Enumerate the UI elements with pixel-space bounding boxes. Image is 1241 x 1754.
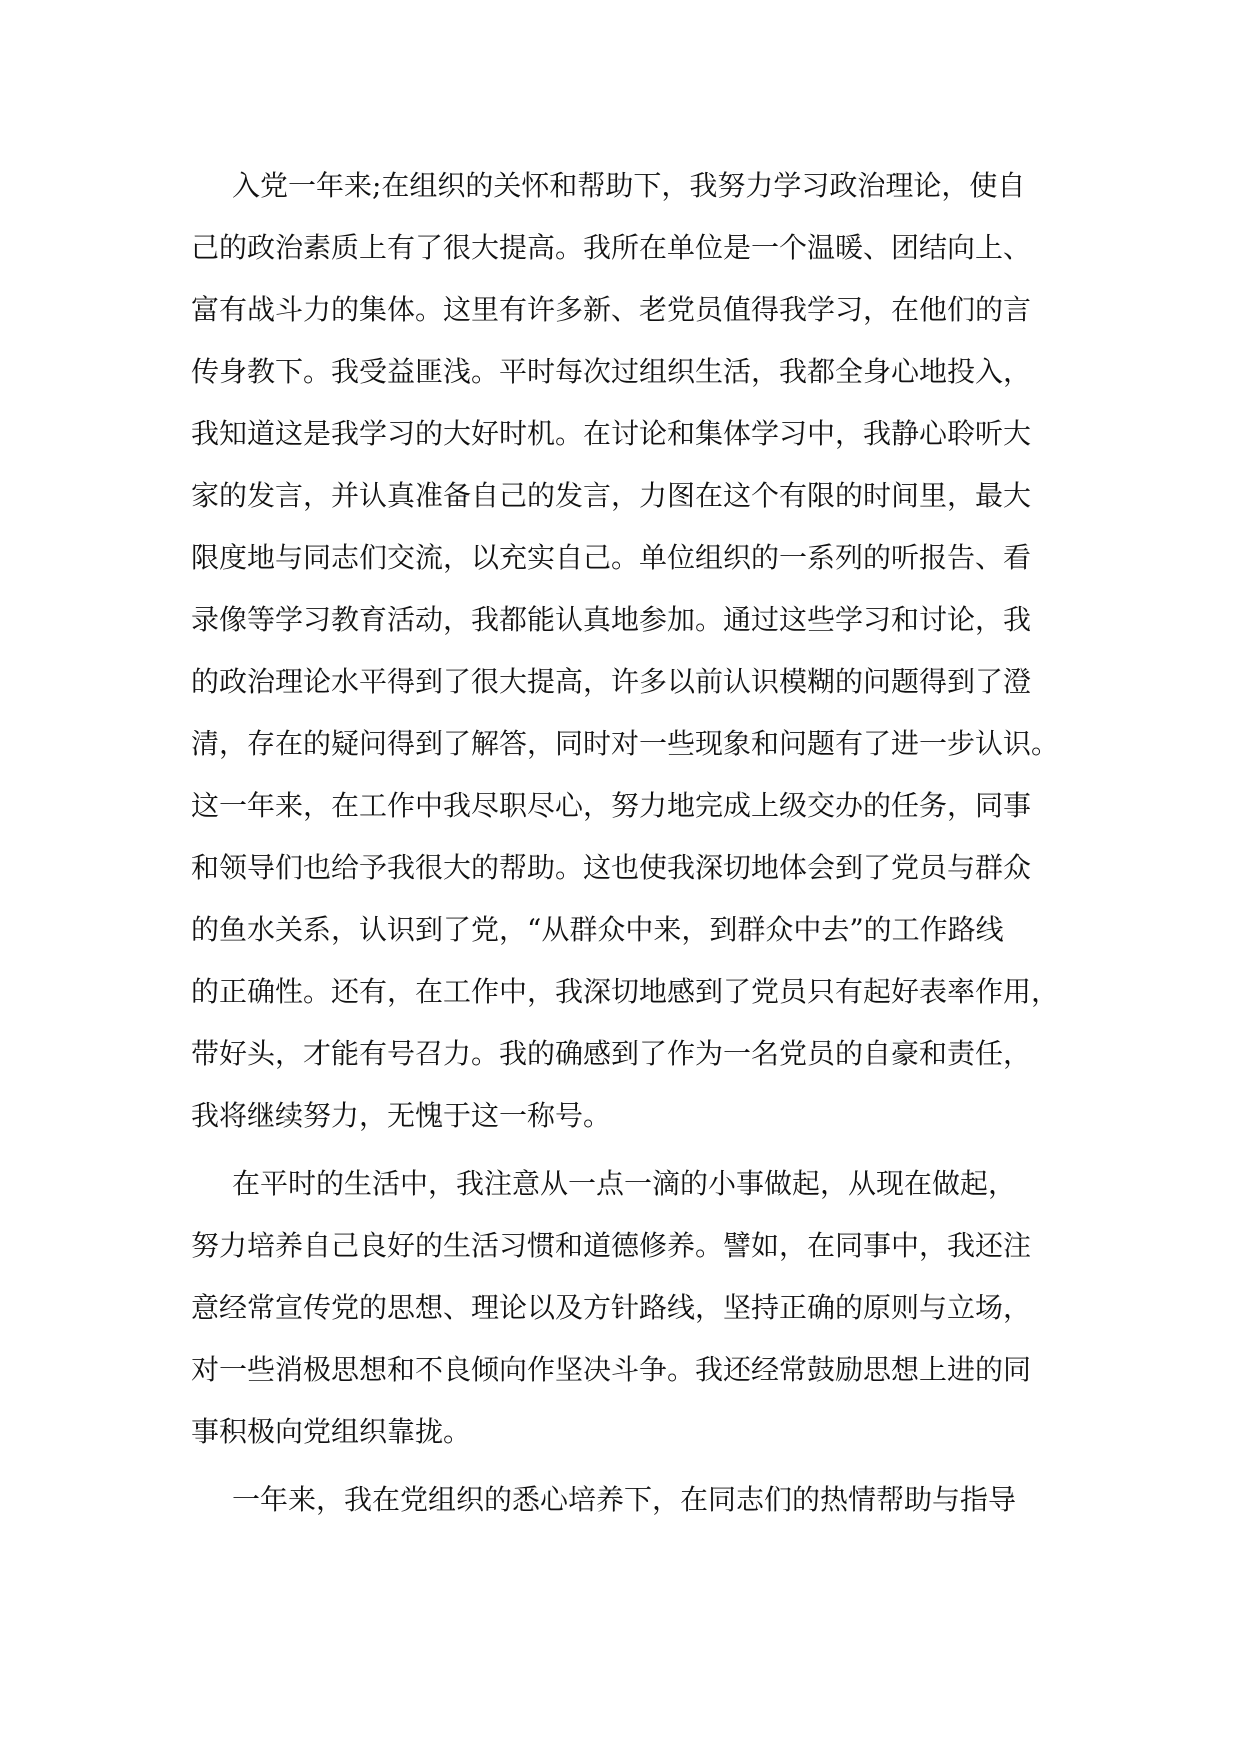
paragraph-2 — [191, 1153, 1061, 1463]
paragraph-1 — [191, 155, 1061, 1147]
paragraph-3 — [191, 1469, 1061, 1531]
text-line: 事积极向党组织靠拢。 — [191, 1415, 472, 1448]
text-line: 在平时的生活中，我注意从一点一滴的小事做起，从现在做起， — [232, 1167, 1017, 1200]
text-line: 录像等学习教育活动，我都能认真地参加。通过这些学习和讨论，我 — [191, 603, 1032, 636]
text-line: 和领导们也给予我很大的帮助。这也使我深切地体会到了党员与群众 — [191, 851, 1032, 884]
text-line: 努力培养自己良好的生活习惯和道德修养。譬如，在同事中，我还注 — [191, 1229, 1032, 1262]
text-line: 传身教下。我受益匪浅。平时每次过组织生活，我都全身心地投入， — [191, 355, 1032, 388]
text-line: 己的政治素质上有了很大提高。我所在单位是一个温暖、团结向上、 — [191, 231, 1032, 264]
text-line: 限度地与同志们交流，以充实自己。单位组织的一系列的听报告、看 — [191, 541, 1032, 574]
text-line: 带好头，才能有号召力。我的确感到了作为一名党员的自豪和责任， — [191, 1037, 1032, 1070]
text-line: 入党一年来;在组织的关怀和帮助下，我努力学习政治理论，使自 — [232, 169, 1026, 202]
text-line: 我知道这是我学习的大好时机。在讨论和集体学习中，我静心聆听大 — [191, 417, 1032, 450]
text-line: 富有战斗力的集体。这里有许多新、老党员值得我学习，在他们的言 — [191, 293, 1032, 326]
document-body — [191, 155, 1061, 1531]
text-line: 的正确性。还有，在工作中，我深切地感到了党员只有起好表率作用， — [191, 975, 1060, 1008]
text-line: 清，存在的疑问得到了解答，同时对一些现象和问题有了进一步认识。 — [191, 727, 1060, 760]
text-line: 的鱼水关系，认识到了党，“从群众中来，到群众中去”的工作路线 — [191, 913, 1004, 946]
text-line: 的政治理论水平得到了很大提高，许多以前认识模糊的问题得到了澄 — [191, 665, 1032, 698]
text-line: 一年来，我在党组织的悉心培养下，在同志们的热情帮助与指导 — [232, 1483, 1017, 1516]
text-line: 我将继续努力，无愧于这一称号。 — [191, 1099, 612, 1132]
text-line: 这一年来，在工作中我尽职尽心，努力地完成上级交办的任务，同事 — [191, 789, 1032, 822]
text-line: 意经常宣传党的思想、理论以及方针路线，坚持正确的原则与立场， — [191, 1291, 1032, 1324]
text-line: 家的发言，并认真准备自己的发言，力图在这个有限的时间里，最大 — [191, 479, 1032, 512]
text-line: 对一些消极思想和不良倾向作坚决斗争。我还经常鼓励思想上进的同 — [191, 1353, 1032, 1386]
